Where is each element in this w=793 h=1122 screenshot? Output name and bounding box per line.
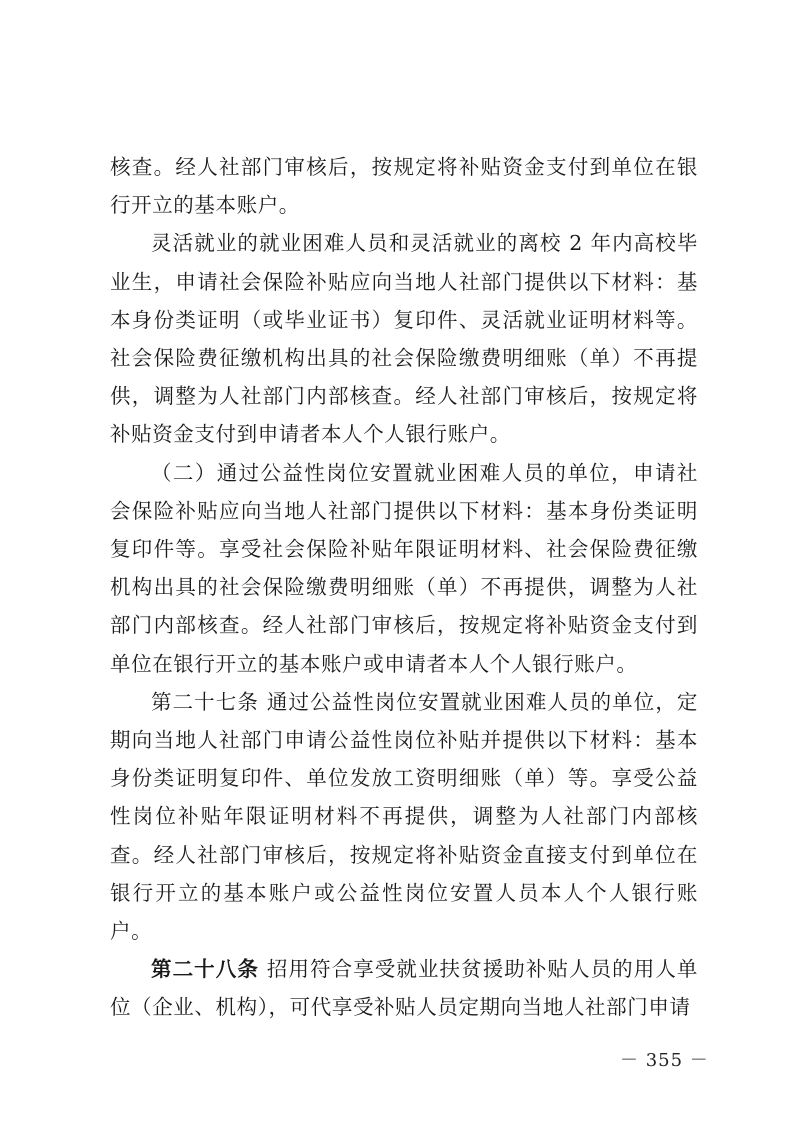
paragraph-text: 招用符合享受就业扶贫援助补贴人员的用人单位（企业、机构），可代享受补贴人员定期向当地人社部门申请: [110, 957, 699, 1020]
paragraph-text: （二）通过公益性岗位安置就业困难人员的单位，申请社会保险补贴应向当地人社部门提供以下材料：基本身份类证明复印件等。享受社会保险补贴年限证明材料、社会保险费征缴机构出具的社会保险缴费明细账（单）不再提供，调整为人社部门内部核查。经人社部门审核后，按规定将补贴资金支付到单位在银行开立的基本账户或申请者本人个人银行账户。: [110, 460, 698, 676]
article-title: 第二十八条: [151, 957, 259, 982]
paragraph-text: 通过公益性岗位安置就业困难人员的单位，定期向当地人社部门申请公益性岗位补贴并提供以下材料：基本身份类证明复印件、单位发放工资明细账（单）等。享受公益性岗位补贴年限证明材料不再提供，调整为人社部门内部核查。经人社部门审核后，按规定将补贴资金直接支付到单位在银行开立的基本账户或公益性岗位安置人员本人个人银行账户。: [110, 689, 699, 944]
article-title: 第二十七条: [151, 689, 259, 714]
paragraph-flexible-employment: [110, 224, 698, 453]
page-number: － 355 －: [620, 1050, 709, 1071]
paragraph-article-28: [110, 950, 698, 1026]
body-text: [110, 148, 698, 1027]
paragraph-article-27: [110, 683, 698, 950]
paragraph-text: 核查。经人社部门审核后，按规定将补贴资金支付到单位在银行开立的基本账户。: [110, 155, 698, 218]
paragraph-continuation: [110, 148, 698, 224]
paragraph-text: 灵活就业的就业困难人员和灵活就业的离校 2 年内高校毕业生，申请社会保险补贴应向当地人社部门提供以下材料：基本身份类证明（或毕业证书）复印件、灵活就业证明材料等。社会保险费征缴机构出具的社会保险缴费明细账（单）不再提供，调整为人社部门内部核查。经人社部门审核后，按规定将补贴资金支付到申请者本人个人银行账户。: [110, 231, 698, 447]
paragraph-public-welfare-insurance: [110, 454, 698, 683]
